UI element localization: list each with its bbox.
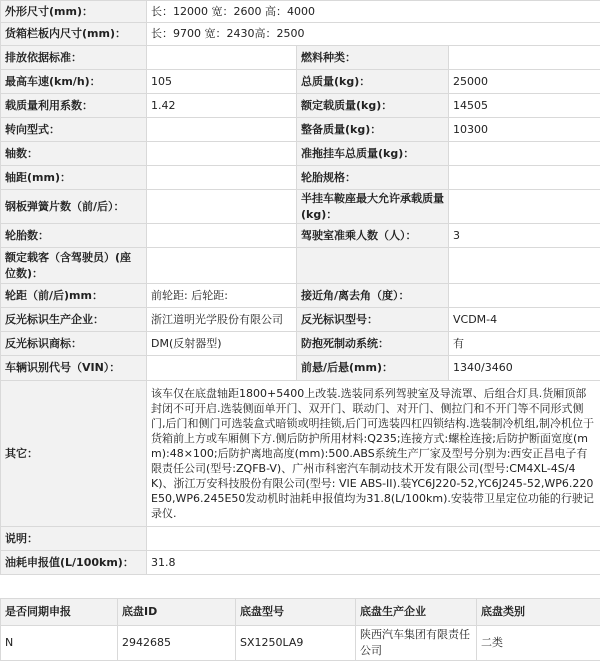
note-row — [1, 527, 600, 551]
section-spacer — [0, 575, 600, 598]
spec-value: 长：9700 宽：2430高：2500 — [147, 23, 600, 46]
vehicle-spec-body — [1, 1, 600, 575]
spec-label: 反光标识生产企业： — [1, 308, 147, 332]
spec-value: 1340/3460 — [449, 356, 600, 381]
other-label: 其它： — [1, 381, 147, 527]
chassis-manufacturer-value: 陕西汽车集团有限责任公司 — [356, 626, 477, 661]
spec-value: 前轮距: 后轮距: — [147, 284, 297, 308]
other-text: 该车仅在底盘轴距1800+5400上改装.选装同系列驾驶室及导流罩、后组合灯具.货厢顶部封闭不可开启.选装侧面单开门、双开门、联动门、对开门、侧拉门和不开门等不同形式侧门,后门和侧门可选装盒式暗锁或明挂锁,后门可选装四杠四锁结构.选装制冷机组,制冷机位于货箱前上方或车厢侧下方.侧后防护所用材料:Q235;连接方式:螺栓连接;后防护断面宽度(mm):48×100;后防护离地高度(mm):500.ABS系统生产厂家及型号分别为:西安正昌电子有限责任公司(型号:ZQFB-V)、广州市科密汽车制动技术开发有限公司(型号:CM4XL-4S/4K)、浙江万安科技股份有限公司(型号: VIE ABS-II).装YC6J220-52,YC6J245-52,WP6.220E50,WP6.245E50发动机时油耗申报值均为31.8(L/100km).安装带卫星定位功能的行驶记录仪. — [147, 381, 600, 527]
spec-label: 额定载质量(kg)： — [297, 94, 449, 118]
spec-value — [449, 166, 600, 190]
spec-label: 燃料种类： — [297, 46, 449, 70]
spec-label: 总质量(kg)： — [297, 70, 449, 94]
spec-row — [1, 166, 600, 190]
chassis-header-id: 底盘ID — [118, 599, 236, 626]
spec-label: 反光标识型号： — [297, 308, 449, 332]
spec-row — [1, 1, 600, 23]
spec-value: DM(反射器型) — [147, 332, 297, 356]
spec-value — [147, 142, 297, 166]
spec-row — [1, 248, 600, 284]
spec-label: 驾驶室准乘人数（人）： — [297, 224, 449, 248]
spec-row — [1, 224, 600, 248]
note-label: 说明： — [1, 527, 147, 551]
spec-value — [449, 142, 600, 166]
chassis-header-manufacturer: 底盘生产企业 — [356, 599, 477, 626]
spec-row — [1, 356, 600, 381]
spec-value: 25000 — [449, 70, 600, 94]
spec-value: 3 — [449, 224, 600, 248]
spec-label: 转向型式： — [1, 118, 147, 142]
spec-value — [147, 46, 297, 70]
spec-row — [1, 308, 600, 332]
spec-label: 车辆识别代号（VIN）： — [1, 356, 147, 381]
fuel-row — [1, 551, 600, 575]
spec-label: 整备质量(kg)： — [297, 118, 449, 142]
spec-value: 105 — [147, 70, 297, 94]
spec-label: 钢板弹簧片数（前/后）： — [1, 190, 147, 224]
spec-value — [449, 248, 600, 284]
spec-value: 长：12000 宽：2600 高：4000 — [147, 1, 600, 23]
spec-value: 有 — [449, 332, 600, 356]
spec-row — [1, 70, 600, 94]
spec-value — [449, 46, 600, 70]
spec-label — [297, 248, 449, 284]
chassis-simultaneous-value: N — [1, 626, 118, 661]
note-value — [147, 527, 600, 551]
chassis-data-row — [1, 626, 600, 661]
spec-row — [1, 142, 600, 166]
spec-label: 半挂车鞍座最大允许承载质量(kg)： — [297, 190, 449, 224]
spec-label: 前悬/后悬(mm)： — [297, 356, 449, 381]
spec-label: 反光标识商标： — [1, 332, 147, 356]
chassis-header-simultaneous: 是否同期申报 — [1, 599, 118, 626]
spec-value — [147, 166, 297, 190]
spec-row — [1, 23, 600, 46]
spec-label: 外形尺寸(mm)： — [1, 1, 147, 23]
chassis-header-row — [1, 599, 600, 626]
spec-value — [147, 190, 297, 224]
chassis-header-category: 底盘类别 — [477, 599, 600, 626]
fuel-label: 油耗申报值(L/100km)： — [1, 551, 147, 575]
spec-label: 轮胎数： — [1, 224, 147, 248]
spec-label: 准拖挂车总质量(kg)： — [297, 142, 449, 166]
spec-label: 货箱栏板内尺寸(mm)： — [1, 23, 147, 46]
spec-row — [1, 46, 600, 70]
spec-value: VCDM-4 — [449, 308, 600, 332]
spec-value: 10300 — [449, 118, 600, 142]
spec-value — [147, 248, 297, 284]
chassis-id-value: 2942685 — [118, 626, 236, 661]
spec-label: 接近角/离去角（度）： — [297, 284, 449, 308]
spec-value: 1.42 — [147, 94, 297, 118]
spec-row — [1, 284, 600, 308]
spec-label: 轴数： — [1, 142, 147, 166]
spec-value: 浙江道明光学股份有限公司 — [147, 308, 297, 332]
chassis-header-model: 底盘型号 — [236, 599, 356, 626]
spec-label: 额定载客（含驾驶员）(座位数)： — [1, 248, 147, 284]
spec-label: 轮胎规格： — [297, 166, 449, 190]
spec-label: 载质量利用系数： — [1, 94, 147, 118]
spec-value: 14505 — [449, 94, 600, 118]
spec-row — [1, 118, 600, 142]
spec-value — [147, 356, 297, 381]
chassis-model-value: SX1250LA9 — [236, 626, 356, 661]
spec-value — [147, 118, 297, 142]
spec-label: 防抱死制动系统： — [297, 332, 449, 356]
fuel-value: 31.8 — [147, 551, 600, 575]
spec-label: 轮距（前/后)mm： — [1, 284, 147, 308]
spec-value — [147, 224, 297, 248]
spec-value — [449, 284, 600, 308]
spec-row — [1, 332, 600, 356]
other-row — [1, 381, 600, 527]
spec-row — [1, 94, 600, 118]
spec-label: 最高车速(km/h)： — [1, 70, 147, 94]
chassis-table — [0, 598, 600, 661]
spec-value — [449, 190, 600, 224]
spec-label: 排放依据标准： — [1, 46, 147, 70]
chassis-category-value: 二类 — [477, 626, 600, 661]
spec-label: 轴距(mm)： — [1, 166, 147, 190]
spec-row — [1, 190, 600, 224]
